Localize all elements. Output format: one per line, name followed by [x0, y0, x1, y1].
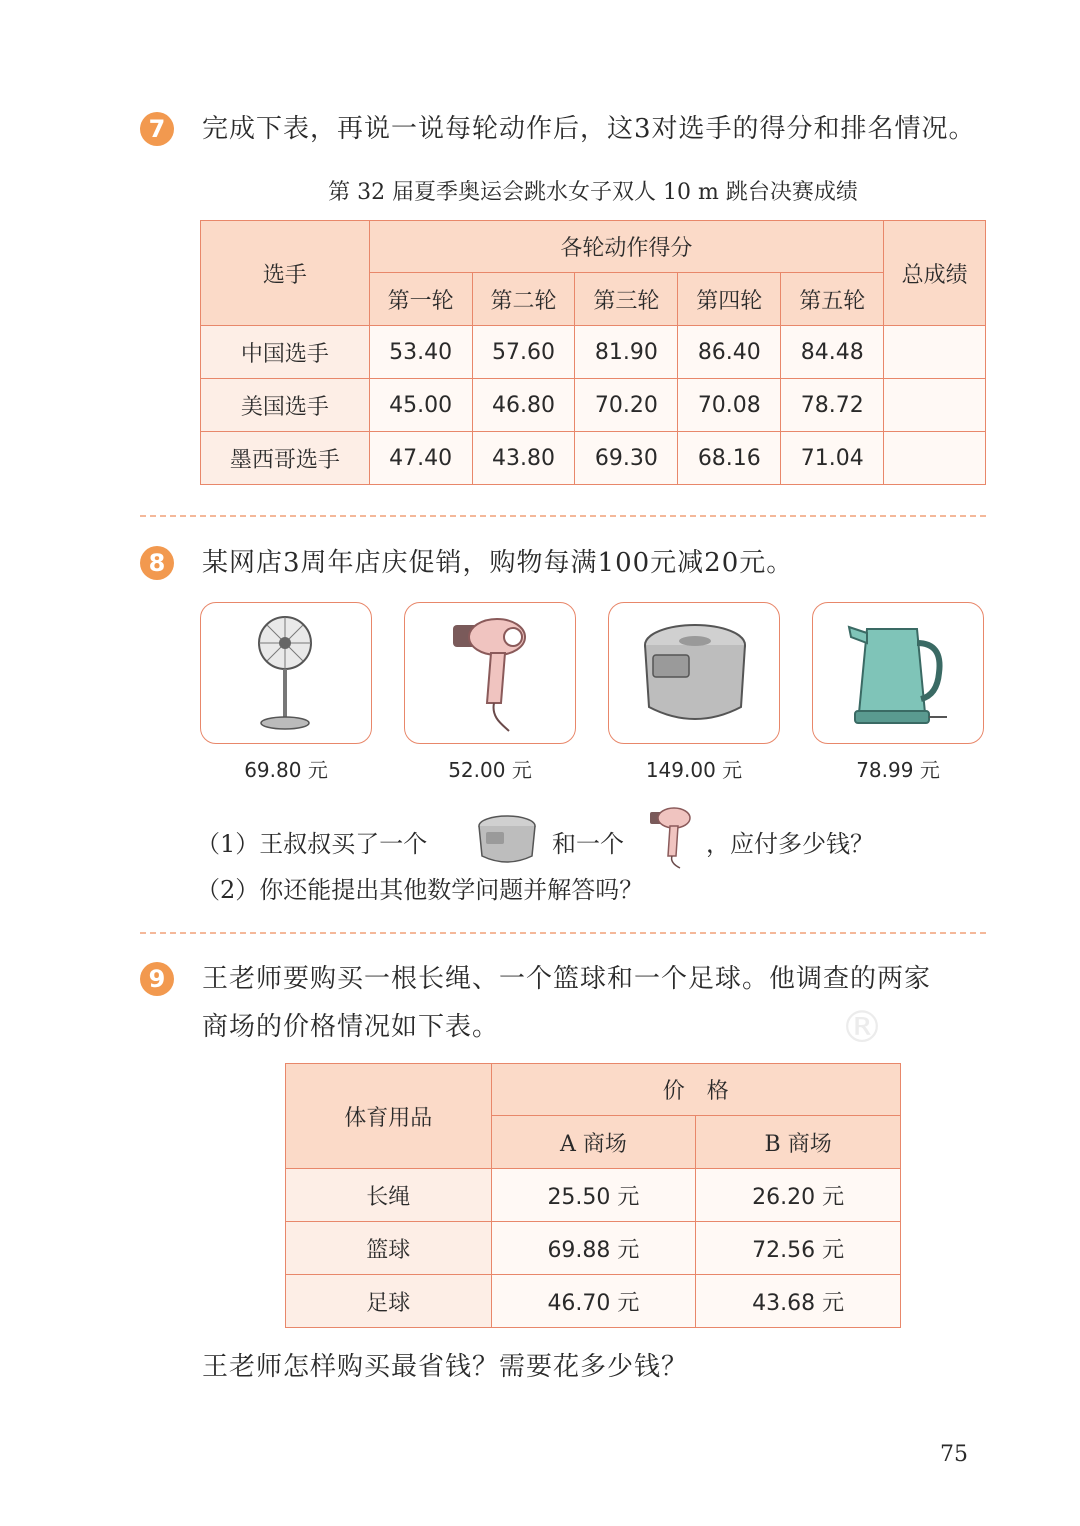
- hair-dryer-icon: [646, 804, 698, 870]
- table-row: [201, 379, 986, 432]
- header-total: 总成绩: [884, 221, 986, 326]
- price-cell: 46.70 元: [491, 1275, 696, 1328]
- question-7-text: 完成下表，再说一说每轮动作后，这3对选手的得分和排名情况。: [202, 114, 976, 144]
- item-name: 长绳: [286, 1169, 492, 1222]
- player-name: 墨西哥选手: [201, 432, 370, 485]
- sub-question-2: （2）你还能提出其他数学问题并解答吗？: [196, 876, 644, 904]
- rice-cooker-icon: [474, 810, 540, 870]
- table-row: [286, 1222, 901, 1275]
- header-player: 选手: [201, 221, 370, 326]
- header-round: 第一轮: [369, 273, 472, 326]
- table-row: [201, 326, 986, 379]
- score-cell: 57.60: [472, 326, 575, 379]
- rice-cooker-icon: [609, 603, 779, 743]
- header-round: 第五轮: [781, 273, 884, 326]
- question-8-badge: 8: [140, 546, 174, 580]
- price-fan: 69.80 元: [244, 758, 328, 782]
- price-cell: 43.68 元: [696, 1275, 901, 1328]
- item-name: 篮球: [286, 1222, 492, 1275]
- header-store: B 商场: [696, 1116, 901, 1169]
- question-7-badge: 7: [140, 112, 174, 146]
- question-9-text-line1: 王老师要购买一根长绳、一个篮球和一个足球。他调查的两家: [202, 964, 932, 994]
- header-round: 第三轮: [575, 273, 678, 326]
- score-cell: 53.40: [369, 326, 472, 379]
- header-round: 第四轮: [678, 273, 781, 326]
- total-cell-blank: [884, 432, 986, 485]
- question-9-badge: 9: [140, 962, 174, 996]
- score-cell: 71.04: [781, 432, 884, 485]
- item-name: 足球: [286, 1275, 492, 1328]
- sub-question-1-suffix: ，应付多少钱？: [706, 830, 874, 858]
- diving-scores-table: [200, 220, 986, 485]
- header-store: A 商场: [491, 1116, 696, 1169]
- price-rice-cooker: 149.00 元: [645, 758, 743, 782]
- total-cell-blank: [884, 326, 986, 379]
- score-cell: 47.40: [369, 432, 472, 485]
- table-row: [286, 1275, 901, 1328]
- score-cell: 70.08: [678, 379, 781, 432]
- section-divider: [140, 932, 986, 934]
- page-number: 75: [940, 1442, 968, 1467]
- sports-prices-table: [285, 1063, 901, 1328]
- score-cell: 46.80: [472, 379, 575, 432]
- price-cell: 72.56 元: [696, 1222, 901, 1275]
- question-9-ask: 王老师怎样购买最省钱？需要花多少钱？: [202, 1352, 689, 1382]
- price-cell: 69.88 元: [491, 1222, 696, 1275]
- table-caption: 第 32 届夏季奥运会跳水女子双人 10 m 跳台决赛成绩: [328, 180, 858, 205]
- sub-question-1-prefix: （1）王叔叔买了一个: [196, 830, 428, 858]
- score-cell: 69.30: [575, 432, 678, 485]
- table-row: [201, 432, 986, 485]
- question-8-text: 某网店3周年店庆促销，购物每满100元减20元。: [202, 548, 794, 578]
- header-price: 价 格: [491, 1064, 900, 1116]
- price-kettle: 78.99 元: [856, 758, 940, 782]
- question-9-text-line2: 商场的价格情况如下表。: [202, 1012, 500, 1042]
- header-item: 体育用品: [286, 1064, 492, 1169]
- price-cell: 26.20 元: [696, 1169, 901, 1222]
- electric-fan-icon: [201, 603, 371, 743]
- total-cell-blank: [884, 379, 986, 432]
- score-cell: 78.72: [781, 379, 884, 432]
- score-cell: 70.20: [575, 379, 678, 432]
- table-row: [286, 1169, 901, 1222]
- hair-dryer-icon: [405, 603, 575, 743]
- product-card-kettle: [812, 602, 984, 744]
- score-cell: 81.90: [575, 326, 678, 379]
- section-divider: [140, 515, 986, 517]
- score-cell: 84.48: [781, 326, 884, 379]
- score-cell: 43.80: [472, 432, 575, 485]
- score-cell: 45.00: [369, 379, 472, 432]
- registered-mark: ®: [840, 1002, 884, 1053]
- player-name: 美国选手: [201, 379, 370, 432]
- score-cell: 86.40: [678, 326, 781, 379]
- player-name: 中国选手: [201, 326, 370, 379]
- sub-question-1-mid: 和一个: [552, 830, 624, 858]
- product-card-hair-dryer: [404, 602, 576, 744]
- header-round: 第二轮: [472, 273, 575, 326]
- electric-kettle-icon: [813, 603, 983, 743]
- product-card-rice-cooker: [608, 602, 780, 744]
- header-round-scores: 各轮动作得分: [369, 221, 884, 273]
- product-card-fan: [200, 602, 372, 744]
- price-hair-dryer: 52.00 元: [448, 758, 532, 782]
- price-cell: 25.50 元: [491, 1169, 696, 1222]
- score-cell: 68.16: [678, 432, 781, 485]
